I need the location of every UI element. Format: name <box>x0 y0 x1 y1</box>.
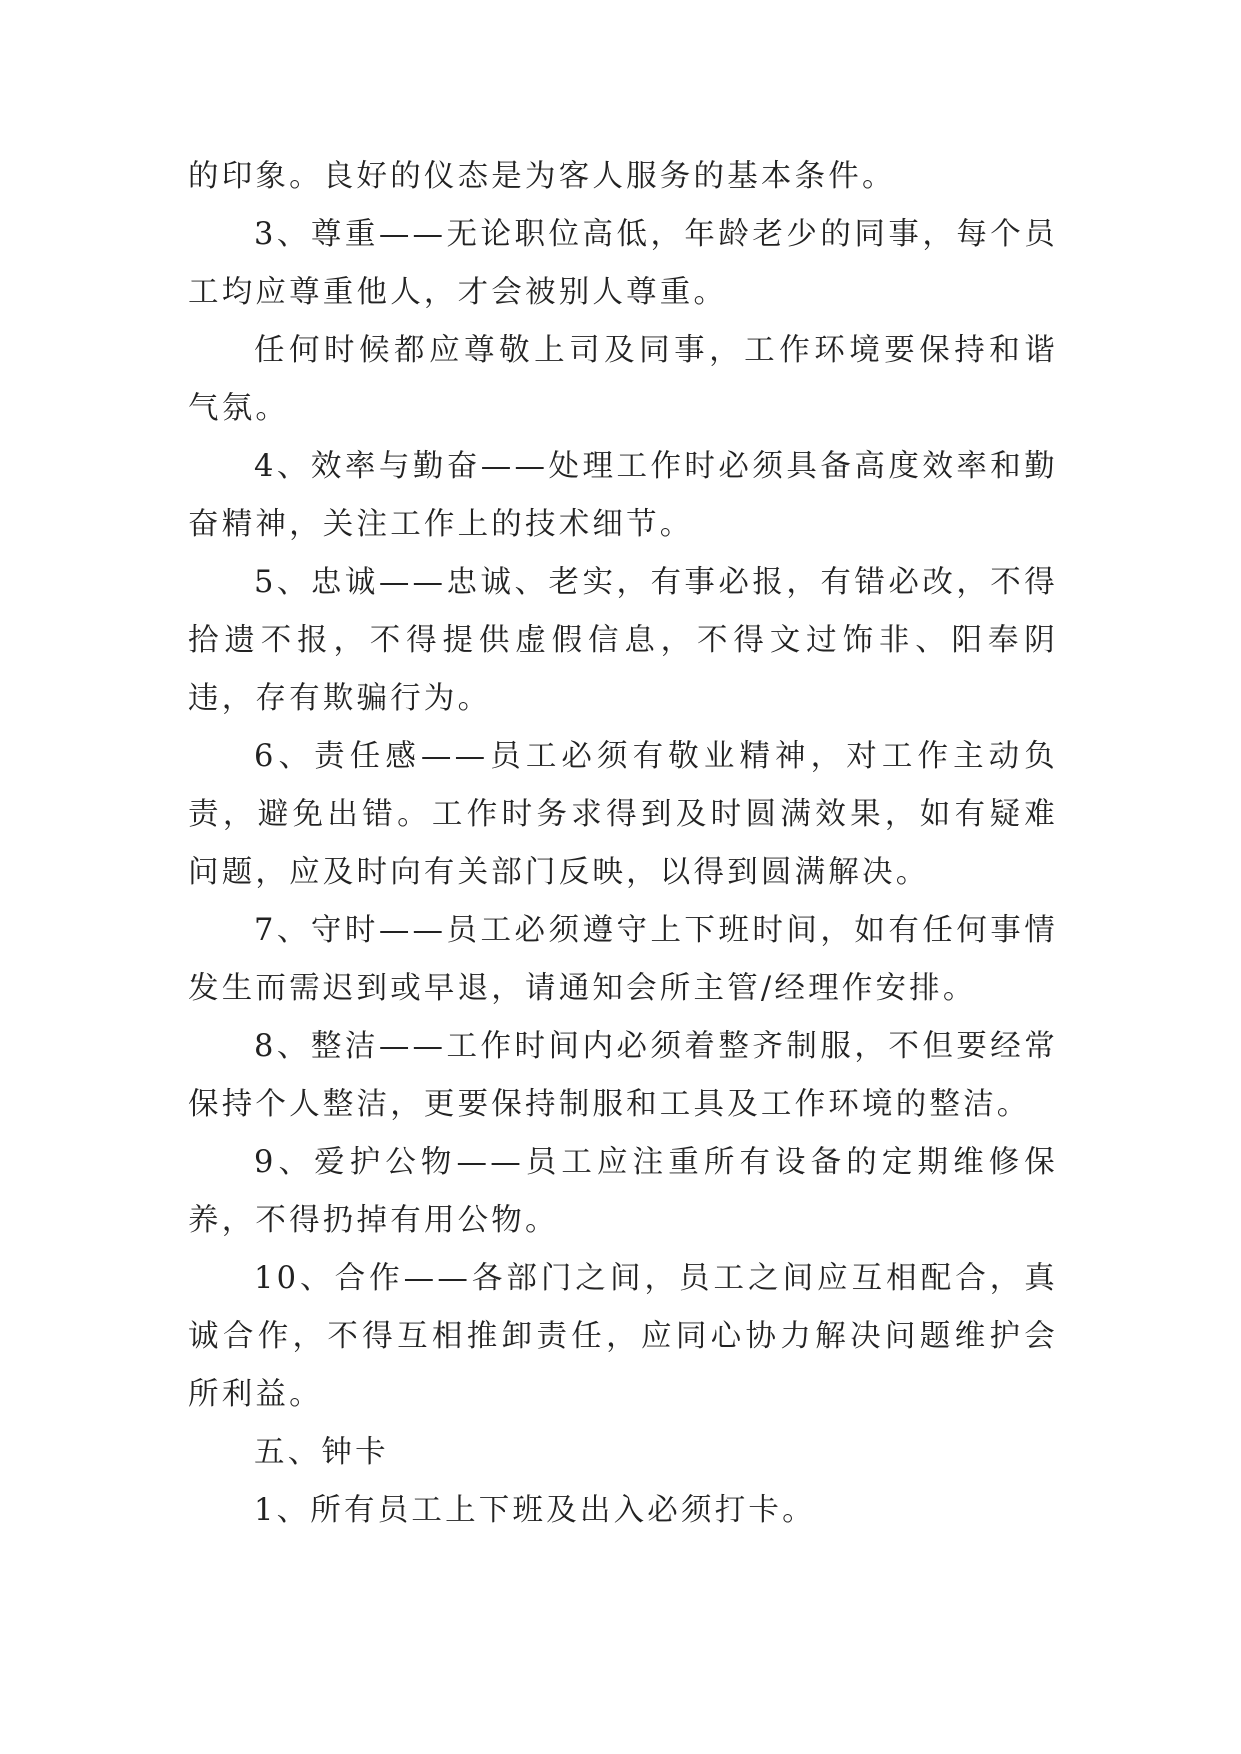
paragraph-cooperation: 10、合作——各部门之间，员工之间应互相配合，真诚合作，不得互相推卸责任，应同心协力解决问题维护会所利益。 <box>188 1261 1058 1412</box>
paragraph-loyalty: 5、忠诚——忠诚、老实，有事必报，有错必改，不得拾遗不报，不得提供虚假信息，不得文过饰非、阳奉阴违，存有欺骗行为。 <box>188 565 1058 716</box>
paragraph-tidiness: 8、整洁——工作时间内必须着整齐制服，不但要经常保持个人整洁，更要保持制服和工具及工作环境的整洁。 <box>188 1029 1058 1122</box>
paragraph-clock-in: 1、所有员工上下班及出入必须打卡。 <box>254 1493 816 1528</box>
section-heading-clock-card: 五、钟卡 <box>254 1435 389 1470</box>
paragraph-continuation: 的印象。良好的仪态是为客人服务的基本条件。 <box>188 159 896 194</box>
paragraph-respect: 3、尊重——无论职位高低，年龄老少的同事，每个员工均应尊重他人，才会被别人尊重。 <box>188 217 1058 310</box>
paragraph-respect-detail: 任何时候都应尊敬上司及同事，工作环境要保持和谐气氛。 <box>188 333 1058 426</box>
paragraph-efficiency: 4、效率与勤奋——处理工作时必须具备高度效率和勤奋精神，关注工作上的技术细节。 <box>188 449 1058 542</box>
paragraph-responsibility: 6、责任感——员工必须有敬业精神，对工作主动负责，避免出错。工作时务求得到及时圆满效果，如有疑难问题，应及时向有关部门反映，以得到圆满解决。 <box>188 739 1058 890</box>
paragraph-care-property: 9、爱护公物——员工应注重所有设备的定期维修保养，不得扔掉有用公物。 <box>188 1145 1058 1238</box>
paragraph-punctuality: 7、守时——员工必须遵守上下班时间，如有任何事情发生而需迟到或早退，请通知会所主管/经理作安排。 <box>188 913 1058 1006</box>
document-body <box>188 148 1058 1540</box>
